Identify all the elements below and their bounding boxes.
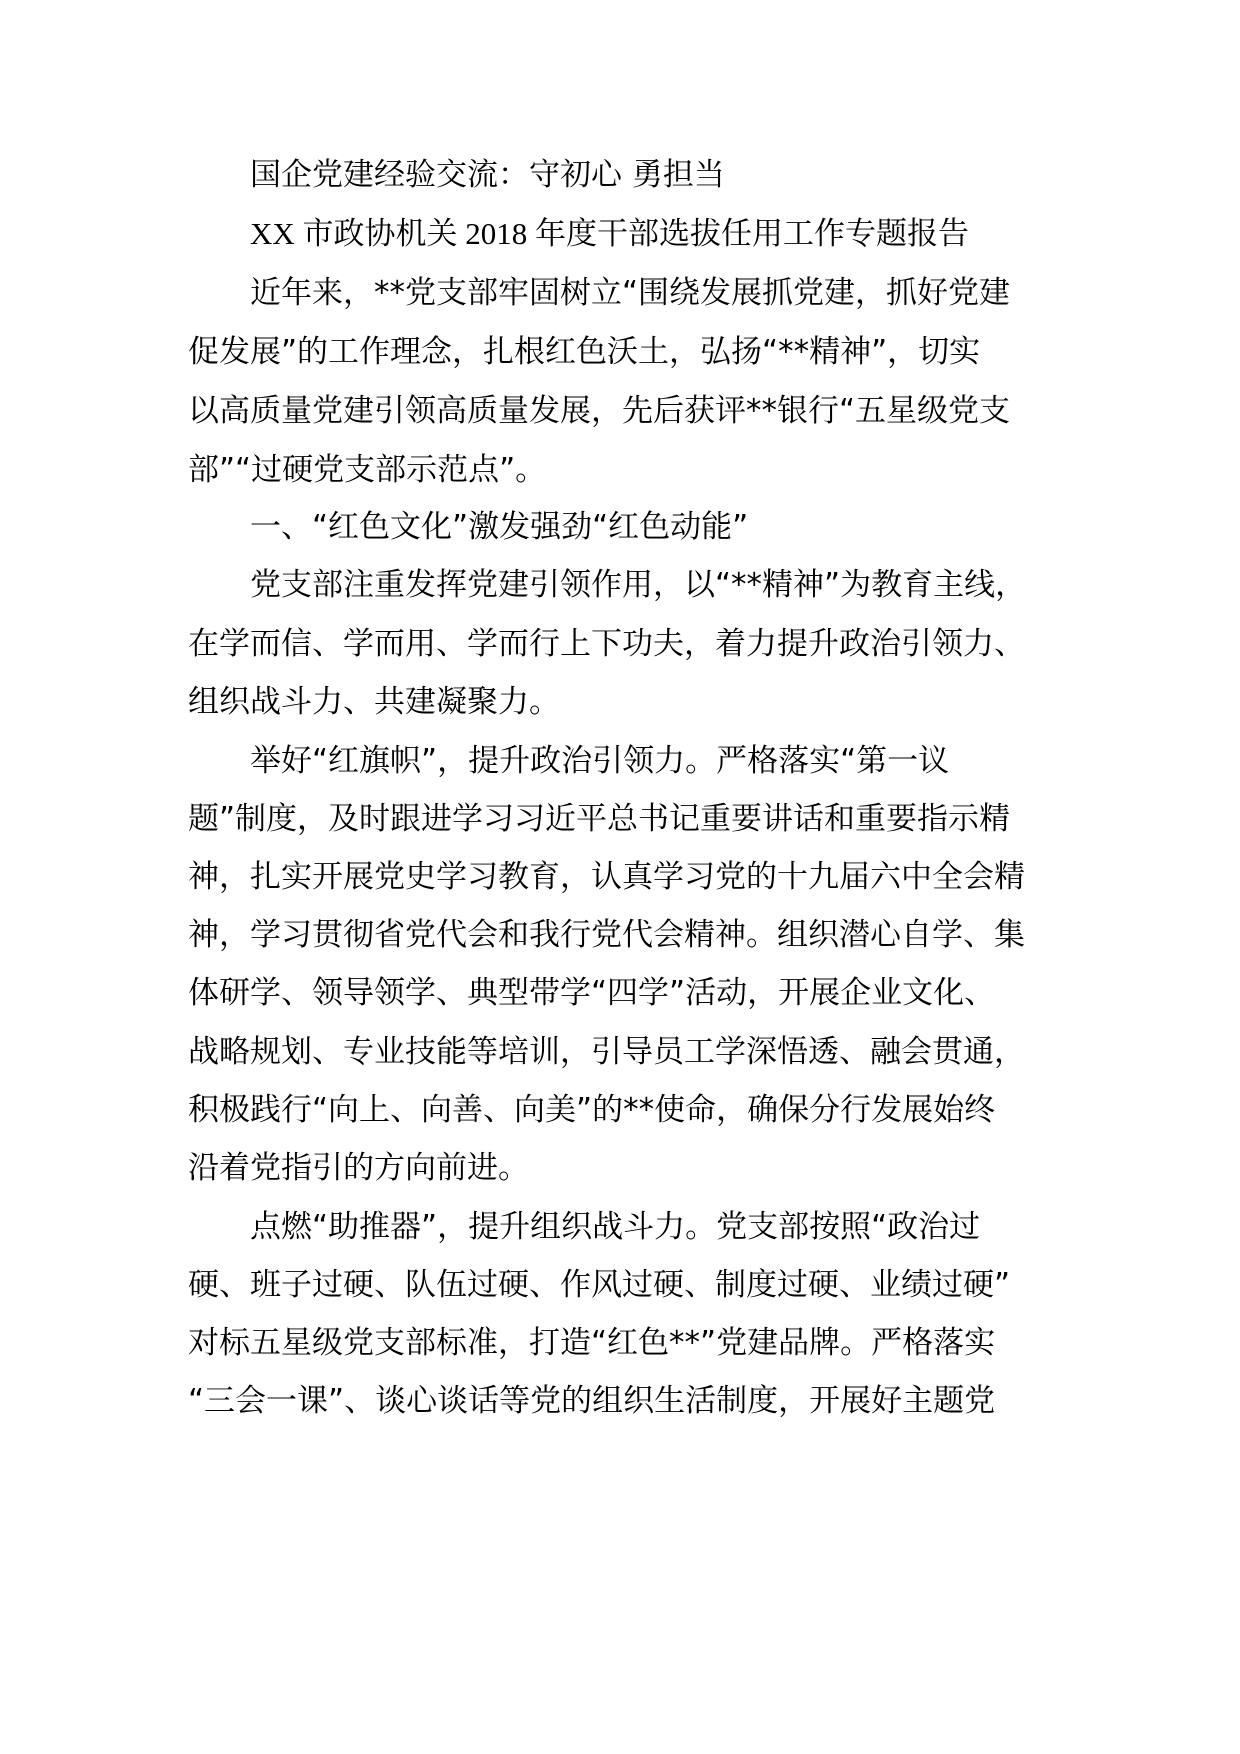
paragraph-line: 硬、班子过硬、队伍过硬、作风过硬、制度过硬、业绩过硬” [188,1267,1011,1303]
paragraph-line: 部”“过硬党支部示范点”。 [188,452,547,488]
paragraph-line: 沿着党指引的方向前进。 [188,1150,529,1186]
paragraph-line: 神，学习贯彻省党代会和我行党代会精神。组织潜心自学、集 [188,917,1025,953]
paragraph-line: 组织战斗力、共建凝聚力。 [188,684,560,720]
report-title: XX 市政协机关 2018 年度干部选拔任用工作专题报告 [250,216,970,251]
paragraph-line: 积极践行“向上、向善、向美”的**使命，确保分行发展始终 [188,1092,996,1128]
paragraph-line: 党支部注重发挥党建引领作用，以“**精神”为教育主线， [250,567,1027,603]
section-heading: 一、“红色文化”激发强劲“红色动能” [250,509,749,545]
paragraph-line: 题”制度，及时跟进学习习近平总书记重要讲话和重要指示精 [188,801,1011,837]
paragraph-line: 举好“红旗帜”，提升政治引领力。严格落实“第一议 [250,743,950,779]
paragraph-line: 以高质量党建引领高质量发展，先后获评**银行“五星级党支 [188,393,1011,429]
paragraph-line: 促发展”的工作理念，扎根红色沃土，弘扬“**精神”，切实 [188,334,981,370]
paragraph-line: 对标五星级党支部标准，打造“红色**”党建品牌。严格落实 [188,1325,996,1361]
paragraph-line: 体研学、领导领学、典型带学“四学”活动，开展企业文化、 [188,975,996,1011]
paragraph-line: 点燃“助推器”，提升组织战斗力。党支部按照“政治过 [250,1209,981,1245]
paragraph-line: 近年来，**党支部牢固树立“围绕发展抓党建，抓好党建 [250,275,1011,311]
paragraph-line: 神，扎实开展党史学习教育，认真学习党的十九届六中全会精 [188,859,1025,895]
paragraph-line: 战略规划、专业技能等培训，引导员工学深悟透、融会贯通， [188,1034,1025,1070]
document-title: 国企党建经验交流：守初心 勇担当 [250,157,725,193]
paragraph-line: 在学而信、学而用、学而行上下功夫，着力提升政治引领力、 [188,626,1025,662]
paragraph-line: “三会一课”、谈心谈话等党的组织生活制度，开展好主题党 [188,1383,996,1419]
